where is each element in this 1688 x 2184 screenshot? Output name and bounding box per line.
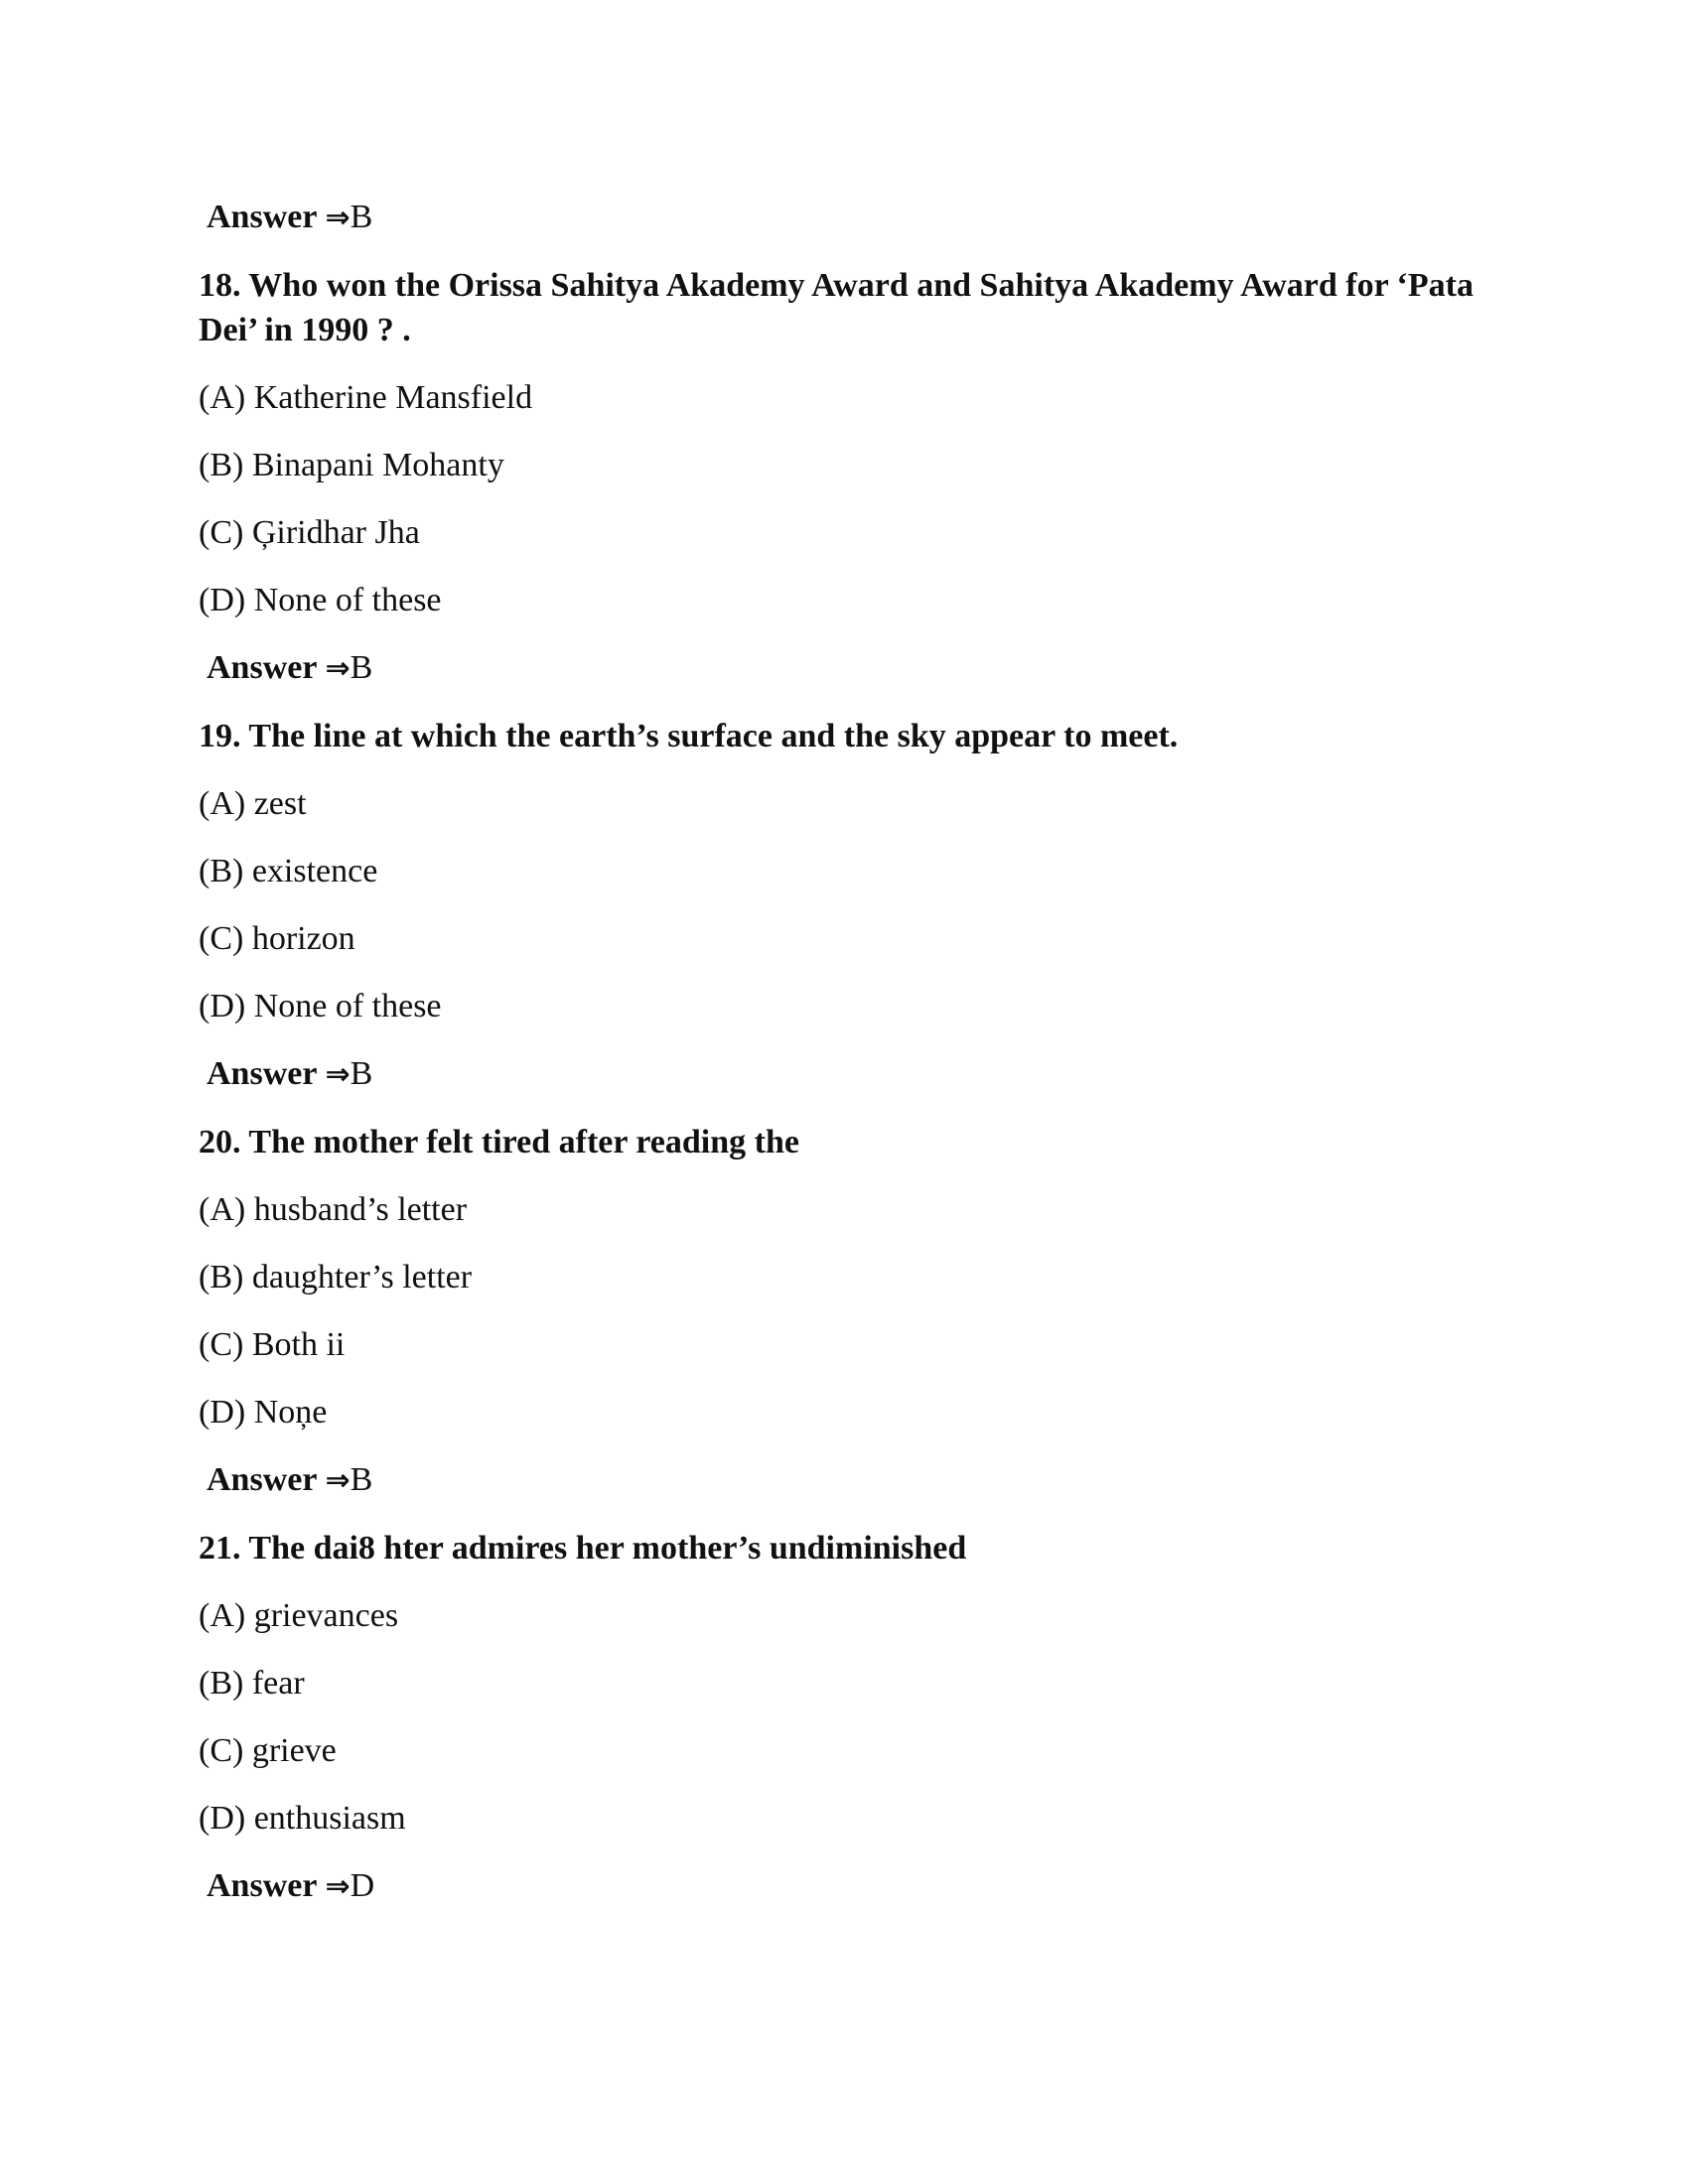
question-number: 18. <box>199 267 241 304</box>
answer-arrow-icon: ⇒ <box>325 1463 351 1498</box>
option-a: (A) husband’s letter <box>199 1191 468 1228</box>
question-18 <box>199 263 1509 352</box>
option-b: (B) fear <box>199 1665 305 1702</box>
question-number: 19. <box>199 718 241 754</box>
option-b: (B) daughter’s letter <box>199 1259 473 1296</box>
answer-arrow-icon: ⇒ <box>325 651 351 686</box>
answer-value: B <box>350 1055 373 1092</box>
option-a: (A) zest <box>199 785 307 822</box>
answer-line <box>199 645 1509 691</box>
question-number: 21. <box>199 1530 241 1567</box>
answer-line <box>199 1051 1509 1097</box>
option-c: (C) Both ii <box>199 1326 346 1363</box>
answer-label: Answer <box>207 1867 318 1904</box>
question-19 <box>199 714 1509 758</box>
option-d: (D) None of these <box>199 988 442 1024</box>
answer-arrow-icon: ⇒ <box>325 1057 351 1092</box>
question-text: The mother felt tired after reading the <box>248 1124 799 1160</box>
option-d: (D) Noņe <box>199 1394 328 1431</box>
answer-line <box>199 1457 1509 1503</box>
answer-arrow-icon: ⇒ <box>325 201 351 235</box>
question-21 <box>199 1526 1509 1570</box>
answer-line <box>199 195 1509 240</box>
option-d: (D) None of these <box>199 582 442 618</box>
option-d: (D) enthusiasm <box>199 1800 406 1837</box>
answer-label: Answer <box>207 1055 318 1092</box>
question-20 <box>199 1120 1509 1164</box>
question-text: Who won the Orissa Sahitya Akademy Award and Sahitya Akademy Award for ‘Pata Dei’ in 1990 ? . <box>199 267 1474 348</box>
answer-arrow-icon: ⇒ <box>325 1869 351 1904</box>
answer-label: Answer <box>207 199 318 235</box>
question-text: The line at which the earth’s surface and the sky appear to meet. <box>248 718 1179 754</box>
option-c: (C) Ģiridhar Jha <box>199 514 420 551</box>
option-c: (C) grieve <box>199 1732 337 1769</box>
answer-label: Answer <box>207 649 318 686</box>
option-c: (C) horizon <box>199 920 355 957</box>
document-page <box>199 195 1509 1932</box>
question-text: The dai8 hter admires her mother’s undiminished <box>248 1530 967 1567</box>
option-b: (B) Binapani Mohanty <box>199 447 504 483</box>
option-a: (A) Katherine Mansfield <box>199 379 533 416</box>
option-a: (A) grievances <box>199 1597 399 1634</box>
answer-label: Answer <box>207 1461 318 1498</box>
answer-value: B <box>350 199 373 235</box>
answer-line <box>199 1863 1509 1909</box>
answer-value: B <box>350 649 373 686</box>
option-b: (B) existence <box>199 853 378 889</box>
answer-value: D <box>350 1867 375 1904</box>
question-number: 20. <box>199 1124 241 1160</box>
answer-value: B <box>350 1461 373 1498</box>
